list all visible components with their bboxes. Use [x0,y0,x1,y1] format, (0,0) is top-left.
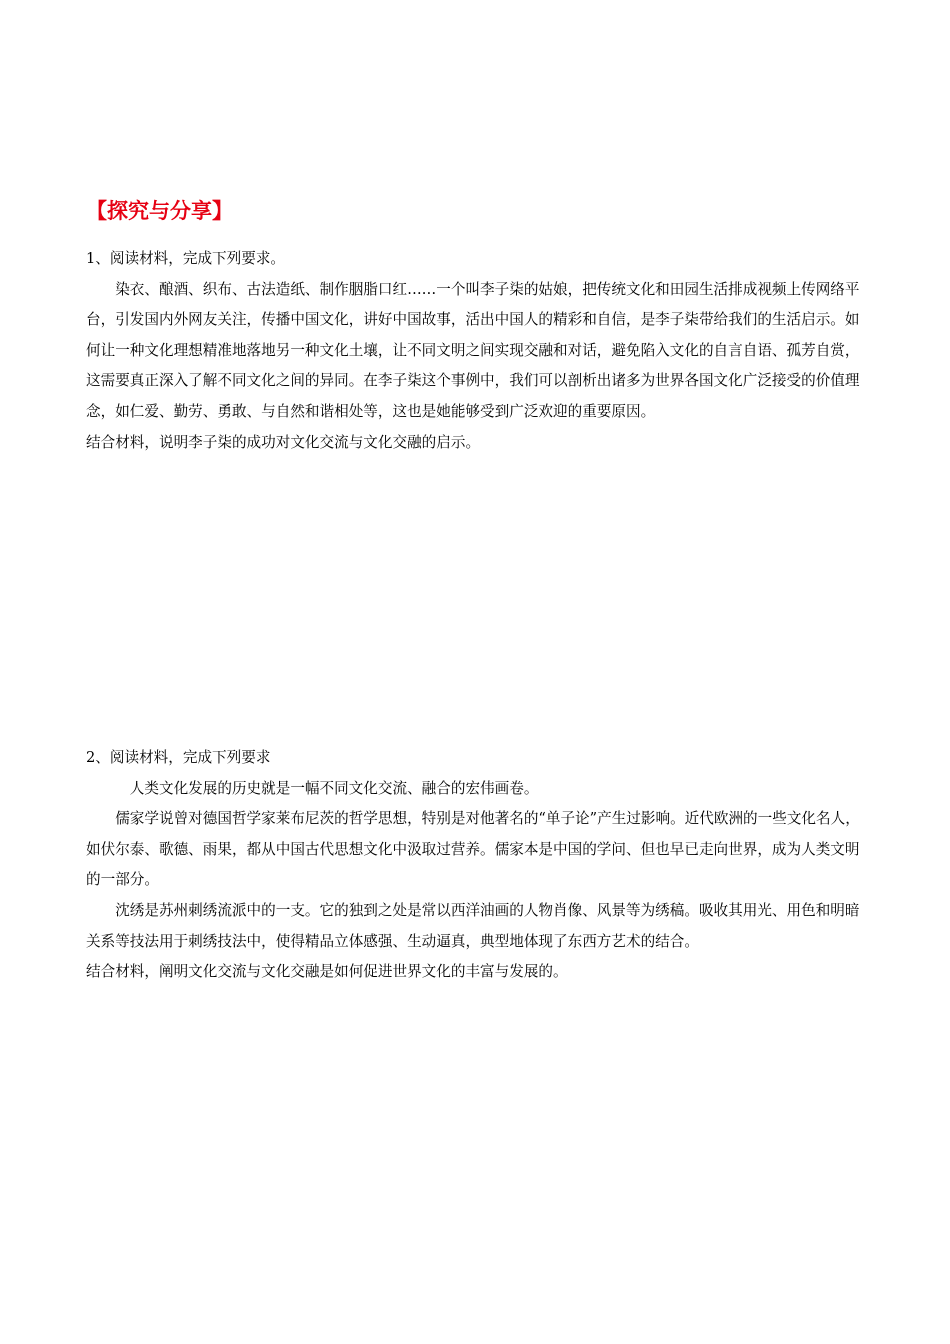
question-2-material-embroidery: 沈绣是苏州刺绣流派中的一支。它的独到之处是常以西洋油画的人物肖像、风景等为绣稿。吸收其用光、用色和明暗关系等技法用于刺绣技法中，使得精品立体感强、生动逼真，典型地体现了东西方艺术的结合。 [86,901,860,950]
question-1 [86,244,868,458]
question-2 [86,743,868,988]
question-1-task: 结合材料，说明李子柒的成功对文化交流与文化交融的启示。 [86,433,481,451]
question-1-prompt: 1、阅读材料，完成下列要求。 [86,250,286,267]
question-1-material: 染衣、酿酒、织布、古法造纸、制作胭脂口红……一个叫李子柒的姑娘，把传统文化和田园生活排成视频上传网络平台，引发国内外网友关注，传播中国文化，讲好中国故事，活出中国人的精彩和自信，是李子柒带给我们的生活启示。如何让一种文化理想精准地落地另一种文化土壤，让不同文明之间实现交融和对话，避免陷入文化的自言自语、孤芳自赏，这需要真正深入了解不同文化之间的异同。在李子柒这个事例中，我们可以剖析出诸多为世界各国文化广泛接受的价值理念，如仁爱、勤劳、勇敢、与自然和谐相处等，这也是她能够受到广泛欢迎的重要原因。 [86,280,860,420]
section-title: 【探究与分享】 [86,199,233,223]
question-2-material-confucianism: 儒家学说曾对德国哲学家莱布尼茨的哲学思想，特别是对他著名的“单子论”产生过影响。近代欧洲的一些文化名人，如伏尔泰、歌德、雨果，都从中国古代思想文化中汲取过营养。儒家本是中国的学问、但也早已走向世界，成为人类文明的一部分。 [86,810,860,889]
question-2-prompt: 2、阅读材料，完成下列要求 [86,749,271,766]
question-2-task: 结合材料，阐明文化交流与文化交融是如何促进世界文化的丰富与发展的。 [86,963,568,981]
question-2-material-intro: 人类文化发展的历史就是一幅不同文化交流、融合的宏伟画卷。 [129,779,539,797]
